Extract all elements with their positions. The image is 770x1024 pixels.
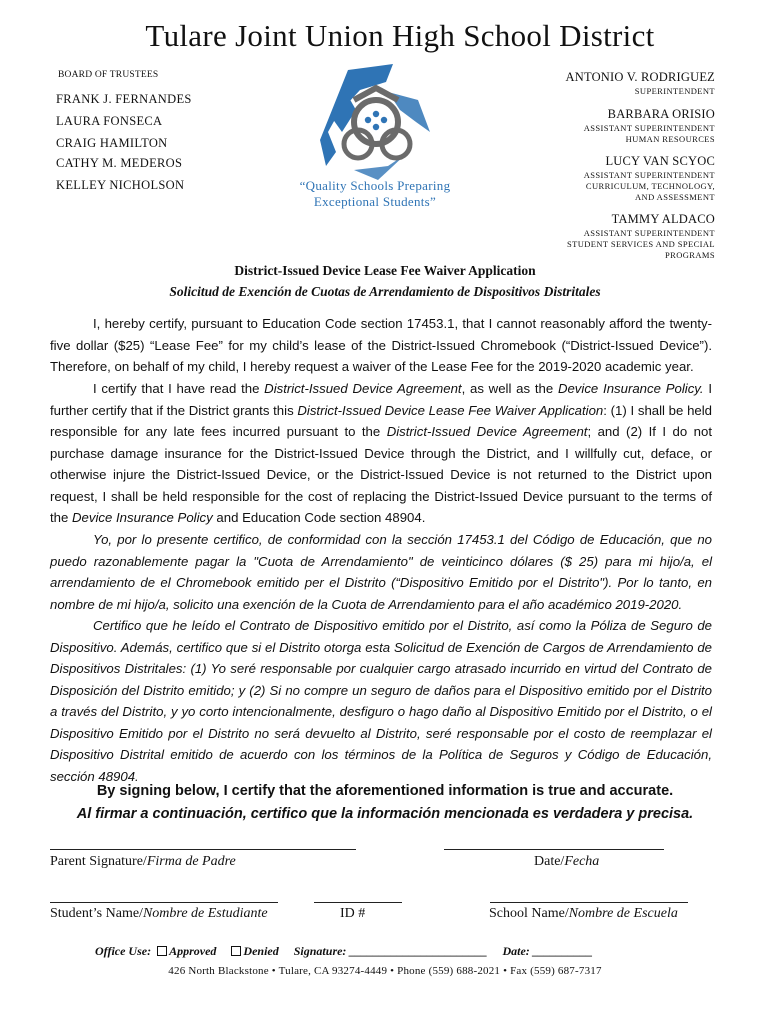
district-logo bbox=[318, 62, 438, 182]
form-title-english: District-Issued Device Lease Fee Waiver Application bbox=[234, 263, 536, 278]
student-name-label: Student’s Name/Nombre de Estudiante bbox=[50, 906, 268, 921]
motto-line: Exceptional Students” bbox=[313, 193, 437, 209]
school-name-label: School Name/Nombre de Escuela bbox=[489, 906, 678, 921]
denied-checkbox[interactable] bbox=[231, 946, 241, 956]
district-title: Tulare Joint Union High School District bbox=[145, 18, 655, 53]
paragraph-certify-en: I certify that I have read the District-Issued Device Agreement, as well as the Device Insurance Policy. I further certify that if the District grants this District-Issued Device Lease Fee Waiver Application: (1) I shall be held responsible for any late fees incurred pursuant to the District-Issued Device Agreement; and (2) If I do not purchase damage insurance for the District-Issued Device through the District, and I willfully cut, deface, or otherwise injure the District-Issued Device, or the District-Issued Device is not returned to the District upon request, I shall be held responsible for the cost of replacing the District-Issued Device pursuant to the terms of the Device Insurance Policy and Education Code section 48904. bbox=[50, 381, 713, 525]
office-use-label: Office Use: bbox=[95, 944, 152, 958]
trustee-name: CATHY M. MEDEROS bbox=[56, 156, 183, 170]
paragraph-certify-es: Certifico que he leído el Contrato de Dispositivo emitido por el Distrito, así como la Póliza de Seguro de Dispositivo. Además, certifico que si el Distrito otorga esta Solicitud de Exención de Cargos de Arrendamiento de Dispositivos Distritales: (1) Yo seré responsable por cualquier cargo atrasado incurrido en virtud del Contrato de Disposición del Distrito emitido; y (2) Si no compre un seguro de daños para el Dispositivo emitido por el Distrito a través del Distrito, y yo corto intencionalmente, desfiguro o hago daño al Dispositivo Emitido por el Distrito, o el Dispositivo Emitido por el Distrito no será devuelto al Distrito, seré responsable por el costo de reemplazar el Dispositivo Distrital emitido de acuerdo con los términos de la Política de Seguros y Código de Educación, sección 48904. bbox=[50, 618, 712, 784]
certification-statement-en: By signing below, I certify that the aforementioned information is true and accurate. bbox=[96, 783, 674, 799]
district-motto bbox=[280, 178, 470, 209]
board-of-trustees-label: BOARD OF TRUSTEES bbox=[58, 70, 159, 80]
admin-title: SUPERINTENDENT bbox=[634, 86, 715, 96]
date-label: Date/Fecha bbox=[534, 854, 600, 869]
form-title-spanish: Solicitud de Exención de Cuotas de Arrendamiento de Dispositivos Distritales bbox=[169, 284, 601, 299]
footer-address: 426 North Blackstone • Tulare, CA 93274-4449 • Phone (559) 688-2021 • Fax (559) 687-7317 bbox=[168, 965, 602, 977]
trustee-name: LAURA FONSECA bbox=[56, 114, 163, 128]
office-use-row bbox=[95, 944, 593, 959]
office-signature-field[interactable]: Signature: _______________________ bbox=[293, 944, 488, 958]
trustee-name: KELLEY NICHOLSON bbox=[56, 178, 185, 192]
parent-signature-line[interactable] bbox=[50, 849, 356, 850]
admin-name: LUCY VAN SCYOC bbox=[605, 154, 715, 168]
motto-line: “Quality Schools Preparing bbox=[299, 178, 451, 193]
parent-signature-label: Parent Signature/Firma de Padre bbox=[50, 854, 236, 869]
admin-title: PROGRAMS bbox=[665, 250, 715, 260]
admin-title: ASSISTANT SUPERINTENDENT bbox=[583, 170, 715, 180]
admin-title: STUDENT SERVICES AND SPECIAL bbox=[566, 239, 715, 249]
approved-checkbox[interactable] bbox=[157, 946, 167, 956]
paragraph-request-es: Yo, por lo presente certifico, de conformidad con la sección 17453.1 del Código de Educación, que no puedo razonablemente pagar la "Cuota de Arrendamiento" de veinticinco dólares ($ 25) para mi hijo/a, el arrendamiento de el Chromebook emitido per el Distrito (“Dispositivo Emitido por el Distrito"). Por lo tanto, en nombre de mi hijo/a, solicito una exención de la Cuota de Arrendamiento para el año académico 2019-2020. bbox=[50, 532, 712, 612]
admin-title: ASSISTANT SUPERINTENDENT bbox=[583, 228, 715, 238]
admin-title: HUMAN RESOURCES bbox=[625, 134, 715, 144]
student-id-line[interactable] bbox=[314, 902, 402, 903]
admin-title: ASSISTANT SUPERINTENDENT bbox=[583, 123, 715, 133]
admin-title: AND ASSESSMENT bbox=[635, 192, 715, 202]
certification-statement-es: Al firmar a continuación, certifico que la información mencionada es verdadera y precisa. bbox=[76, 806, 694, 822]
trustee-name: CRAIG HAMILTON bbox=[56, 136, 168, 150]
admin-title: CURRICULUM, TECHNOLOGY, bbox=[585, 181, 715, 191]
school-name-line[interactable] bbox=[490, 902, 688, 903]
denied-label: Denied bbox=[243, 944, 279, 958]
office-date-field[interactable]: Date: __________ bbox=[502, 944, 593, 958]
admin-name: BARBARA ORISIO bbox=[607, 107, 715, 121]
student-name-line[interactable] bbox=[50, 902, 278, 903]
paragraph-request-en: I, hereby certify, pursuant to Education Code section 17453.1, that I cannot reasonably afford the twenty-five dollar ($25) “Lease Fee” for my child’s lease of the District-Issued Chromebook (“District-Issued Device”). Therefore, on behalf of my child, I hereby request a waiver of the Lease Fee for the 2019-2020 academic year. bbox=[50, 316, 712, 374]
admin-name: TAMMY ALDACO bbox=[611, 212, 715, 226]
approved-label: Approved bbox=[169, 944, 217, 958]
date-line[interactable] bbox=[444, 849, 664, 850]
trustee-name: FRANK J. FERNANDES bbox=[56, 92, 192, 106]
admin-name: ANTONIO V. RODRIGUEZ bbox=[565, 70, 715, 84]
student-id-label: ID # bbox=[340, 906, 366, 921]
